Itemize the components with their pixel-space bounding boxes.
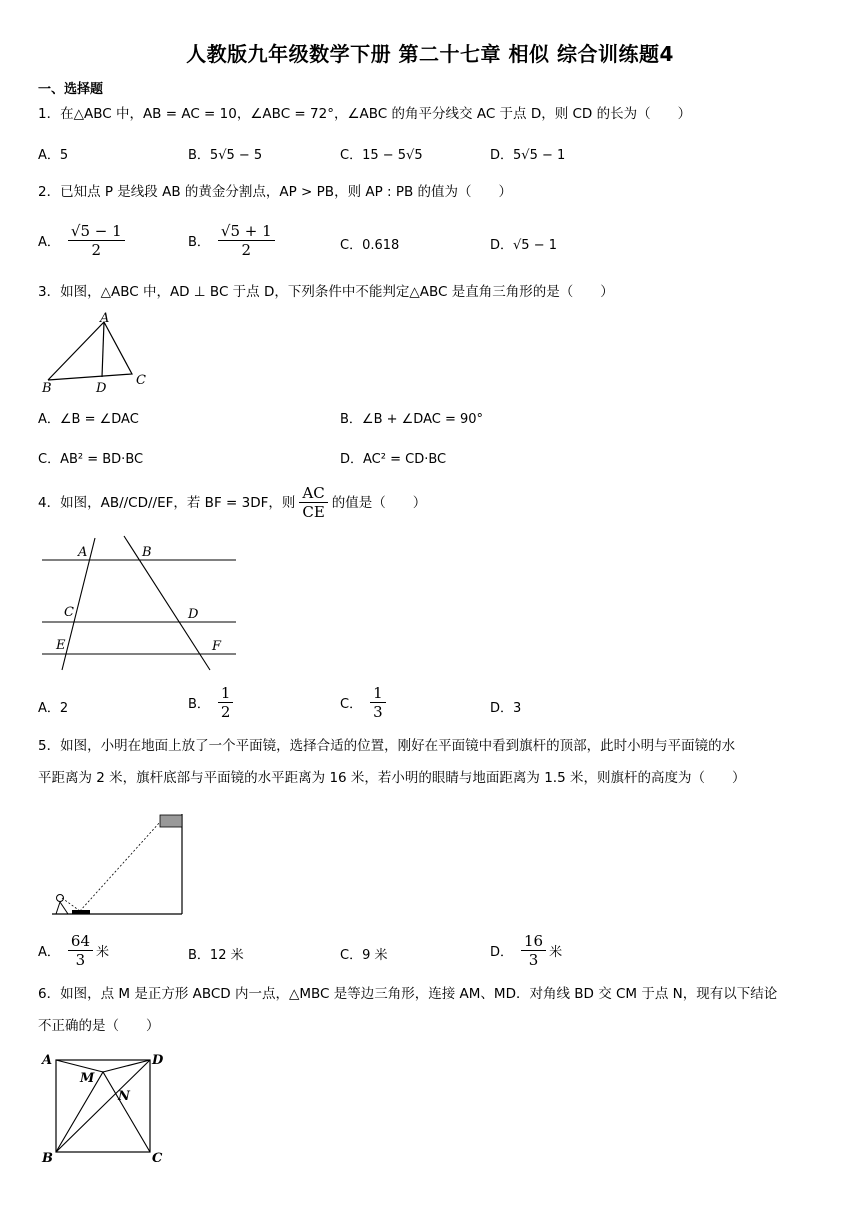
question-6-line-2: 不正确的是（ ） xyxy=(38,1018,160,1034)
question-5-line-2: 平距离为 2 米，旗杆底部与平面镜的水平距离为 16 米，若小明的眼睛与地面距离为 1.5 米，则旗杆的高度为（ ） xyxy=(38,770,746,786)
question-6-line-1: 6．如图，点 M 是正方形 ABCD 内一点，△MBC 是等边三角形，连接 AM、MD．对角线 BD 交 CM 于点 N，现有以下结论 xyxy=(38,986,778,1002)
q4-ratio-fraction: $\frac{AC}{CE}$ xyxy=(299,484,327,521)
q5-option-a[interactable] xyxy=(38,932,109,969)
q4-option-b-fraction: $\frac{1}{2}$ xyxy=(218,684,234,721)
question-2-text: 2．已知点 P 是线段 AB 的黄金分割点，AP > PB，则 AP : PB 的值为（ ） xyxy=(38,184,513,200)
q2-option-a-label: A． xyxy=(38,235,60,250)
q2-option-b[interactable] xyxy=(188,222,275,259)
q3-label-c: C xyxy=(136,373,146,388)
q6-label-n: N xyxy=(118,1089,130,1104)
q3-label-b: B xyxy=(42,381,52,396)
q1-option-c[interactable]: C．15 − 5√5 xyxy=(340,148,423,163)
q4-option-b-label: B． xyxy=(188,697,210,712)
q2-option-a-fraction: $\frac{√5 - 1}{2}$ xyxy=(68,222,125,259)
q4-option-c-fraction: $\frac{1}{3}$ xyxy=(370,684,386,721)
q5-option-a-unit: 米 xyxy=(96,945,110,960)
q3-option-b[interactable]: B．∠B + ∠DAC = 90° xyxy=(340,412,484,427)
q6-label-c: C xyxy=(152,1151,163,1166)
q5-option-b[interactable]: B．12 米 xyxy=(188,948,244,963)
question-1-text: 1．在△ABC 中，AB = AC = 10，∠ABC = 72°，∠ABC 的角平分线交 AC 于点 D，则 CD 的长为（ ） xyxy=(38,106,692,122)
q3-option-d[interactable]: D．AC² = CD·BC xyxy=(340,452,447,467)
question-4-text xyxy=(38,484,426,521)
q4-label-f: F xyxy=(212,639,222,654)
question-5-line-1: 5．如图，小明在地面上放了一个平面镜，选择合适的位置，刚好在平面镜中看到旗杆的顶部，此时小明与平面镜的水 xyxy=(38,738,736,754)
q4-option-d[interactable]: D．3 xyxy=(490,701,522,716)
q3-label-a: A xyxy=(100,312,110,326)
q6-label-b: B xyxy=(42,1151,53,1166)
q5-option-a-label: A． xyxy=(38,945,60,960)
q2-option-d[interactable]: D．√5 − 1 xyxy=(490,238,557,253)
q3-option-a[interactable]: A．∠B = ∠DAC xyxy=(38,412,139,427)
q3-option-c[interactable]: C．AB² = BD·BC xyxy=(38,452,144,467)
q1-option-a[interactable]: A．5 xyxy=(38,148,69,163)
q4-option-c[interactable] xyxy=(340,684,386,721)
q4-label-c: C xyxy=(64,605,74,620)
q2-option-b-fraction: $\frac{√5 + 1}{2}$ xyxy=(218,222,275,259)
q4-label-a: A xyxy=(78,545,88,560)
q4-option-b[interactable] xyxy=(188,684,233,721)
q4-text-after: 的值是（ ） xyxy=(331,494,427,511)
page-title: 人教版九年级数学下册 第二十七章 相似 综合训练题4 xyxy=(186,42,674,66)
q6-label-m: M xyxy=(80,1071,95,1086)
q5-mirror-flagpole-figure xyxy=(48,810,188,918)
q5-option-c[interactable]: C．9 米 xyxy=(340,948,388,963)
q5-option-d-fraction: $\frac{16}{3}$ xyxy=(521,932,546,969)
q5-option-a-fraction: $\frac{64}{3}$ xyxy=(68,932,93,969)
q4-option-c-label: C． xyxy=(340,697,363,712)
q2-option-c[interactable]: C．0.618 xyxy=(340,238,400,253)
q4-label-b: B xyxy=(142,545,152,560)
question-3-text: 3．如图，△ABC 中，AD ⊥ BC 于点 D，下列条件中不能判定△ABC 是直角三角形的是（ ） xyxy=(38,284,614,300)
q6-label-d: D xyxy=(152,1053,164,1068)
q3-triangle-figure xyxy=(38,312,158,396)
q4-label-d: D xyxy=(188,607,199,622)
q4-option-a[interactable]: A．2 xyxy=(38,701,69,716)
q1-option-d[interactable]: D．5√5 − 1 xyxy=(490,148,566,163)
q6-label-a: A xyxy=(42,1053,53,1068)
q4-parallel-lines-figure xyxy=(38,532,248,678)
q2-option-a[interactable] xyxy=(38,222,125,259)
q5-option-d[interactable] xyxy=(490,932,562,969)
q1-option-b[interactable]: B．5√5 − 5 xyxy=(188,148,263,163)
q4-label-e: E xyxy=(56,638,66,653)
q3-label-d: D xyxy=(96,381,107,396)
q5-option-d-unit: 米 xyxy=(549,945,563,960)
q5-option-d-label: D． xyxy=(490,945,514,960)
q2-option-b-label: B． xyxy=(188,235,210,250)
section-heading: 一、选择题 xyxy=(38,82,104,97)
q6-square-figure xyxy=(38,1048,166,1168)
q4-text-before: 4．如图，AB//CD//EF，若 BF = 3DF，则 xyxy=(38,494,296,511)
